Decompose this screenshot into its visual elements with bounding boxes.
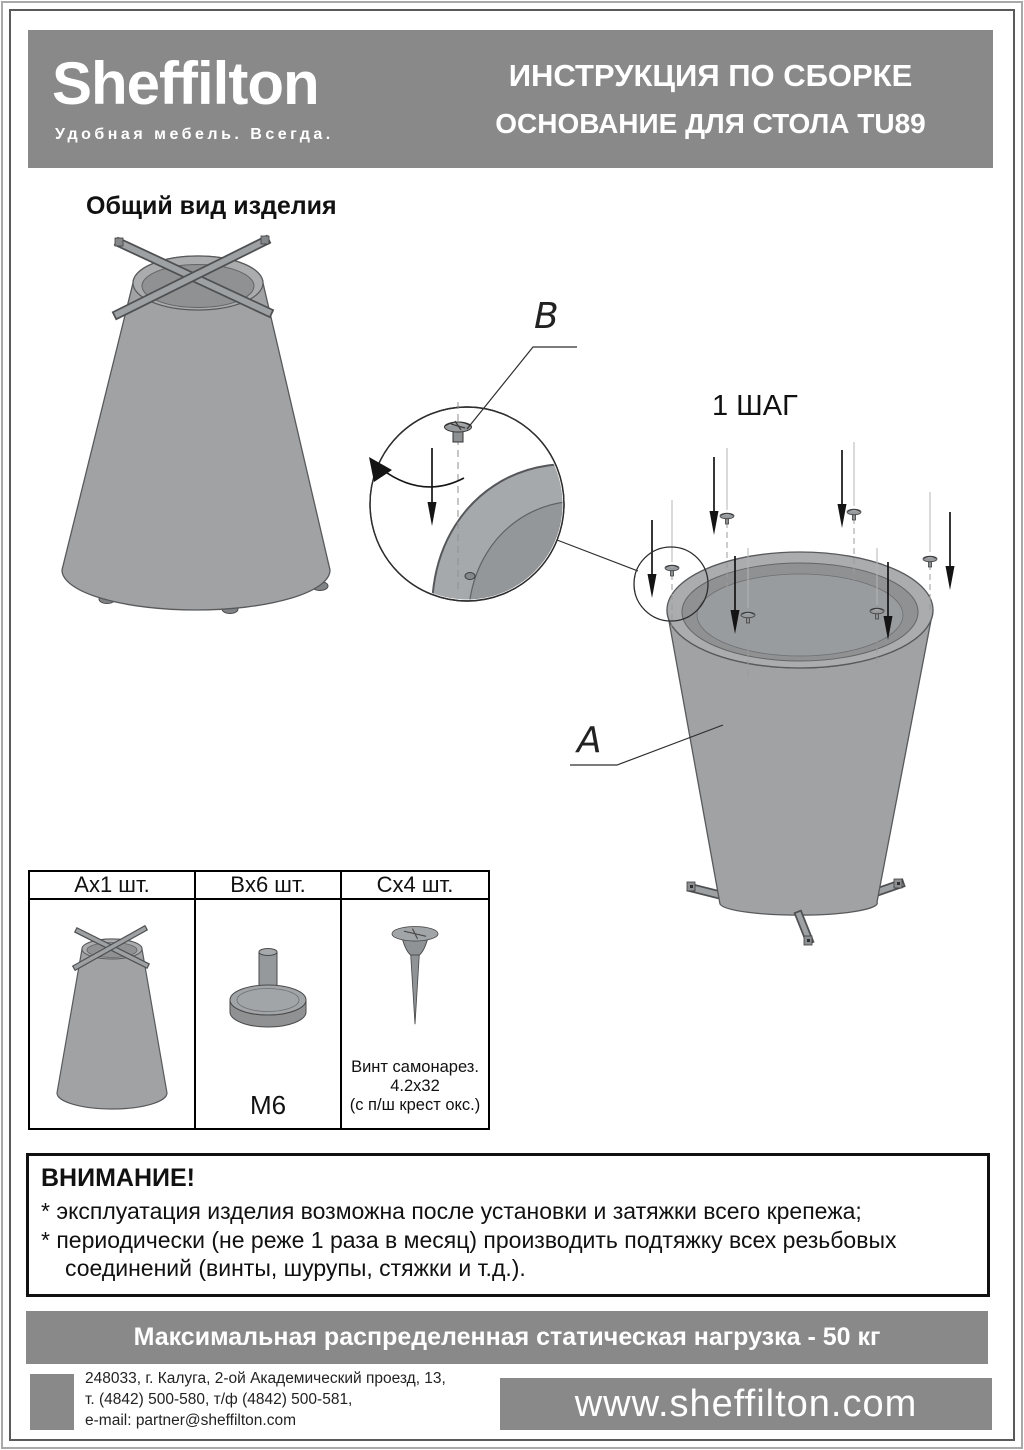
part-b-glide-drawing — [213, 938, 323, 1050]
assembly-drawing — [28, 180, 993, 970]
part-b-thumbnail — [196, 900, 340, 1088]
max-load-banner — [26, 1311, 988, 1364]
attention-item: * эксплуатация изделия возможна после установки и затяжки всего крепежа; — [41, 1198, 862, 1224]
part-c-screw-drawing — [370, 915, 460, 1043]
brand-tagline: Удобная мебель. Всегда. — [55, 126, 334, 143]
address-line: e-mail: partner@sheffilton.com — [85, 1412, 297, 1429]
step1-assembly-drawing — [570, 442, 955, 945]
document-title-block — [428, 30, 993, 168]
parts-table-header-row — [29, 871, 489, 899]
attention-item: * периодически (не реже 1 раза в месяц) производить подтяжку всех резьбовых соединений (винты, шурупы, стяжки и т.д.). — [41, 1226, 897, 1281]
part-c-cell — [341, 899, 489, 1129]
address-line: 248033, г. Калуга, 2-ой Академический проезд, 13, — [85, 1370, 446, 1387]
part-a-cone-drawing — [42, 907, 182, 1119]
part-a-cell — [29, 899, 195, 1129]
callout-b-label: B — [534, 296, 559, 337]
header-banner — [28, 30, 993, 168]
max-load-text: Максимальная распределенная статическая нагрузка - 50 кг — [133, 1323, 881, 1351]
product-overview-drawing — [62, 236, 330, 614]
brand-logo: Sheffilton — [52, 50, 319, 117]
part-b-header: Bx6 шт. — [195, 871, 341, 899]
part-b-caption: М6 — [249, 1090, 287, 1120]
website-url: www.sheffilton.com — [574, 1382, 918, 1425]
attention-title: ВНИМАНИЕ! — [41, 1164, 195, 1192]
website-bar — [500, 1378, 992, 1430]
step1-label: 1 ШАГ — [712, 390, 798, 422]
callout-a-label: A — [577, 720, 602, 761]
part-a-thumbnail — [30, 900, 194, 1125]
part-a-header: Ax1 шт. — [29, 871, 195, 899]
part-c-header: Cx4 шт. — [341, 871, 489, 899]
part-c-caption: Винт самонарез. 4.2x32 (с п/ш крест окс.) — [349, 1058, 481, 1114]
part-b-cell — [195, 899, 341, 1129]
document-title: ИНСТРУКЦИЯ ПО СБОРКЕ — [508, 58, 913, 93]
attention-box — [26, 1153, 990, 1297]
parts-table — [28, 870, 490, 1130]
footer-address — [85, 1368, 446, 1431]
address-line: т. (4842) 500-580, т/ф (4842) 500-581, — [85, 1391, 353, 1408]
document-subtitle: ОСНОВАНИЕ ДЛЯ СТОЛА TU89 — [495, 108, 926, 139]
part-c-thumbnail — [342, 900, 488, 1058]
footer-brand-square — [30, 1374, 74, 1430]
overview-section-label: Общий вид изделия — [86, 192, 337, 220]
